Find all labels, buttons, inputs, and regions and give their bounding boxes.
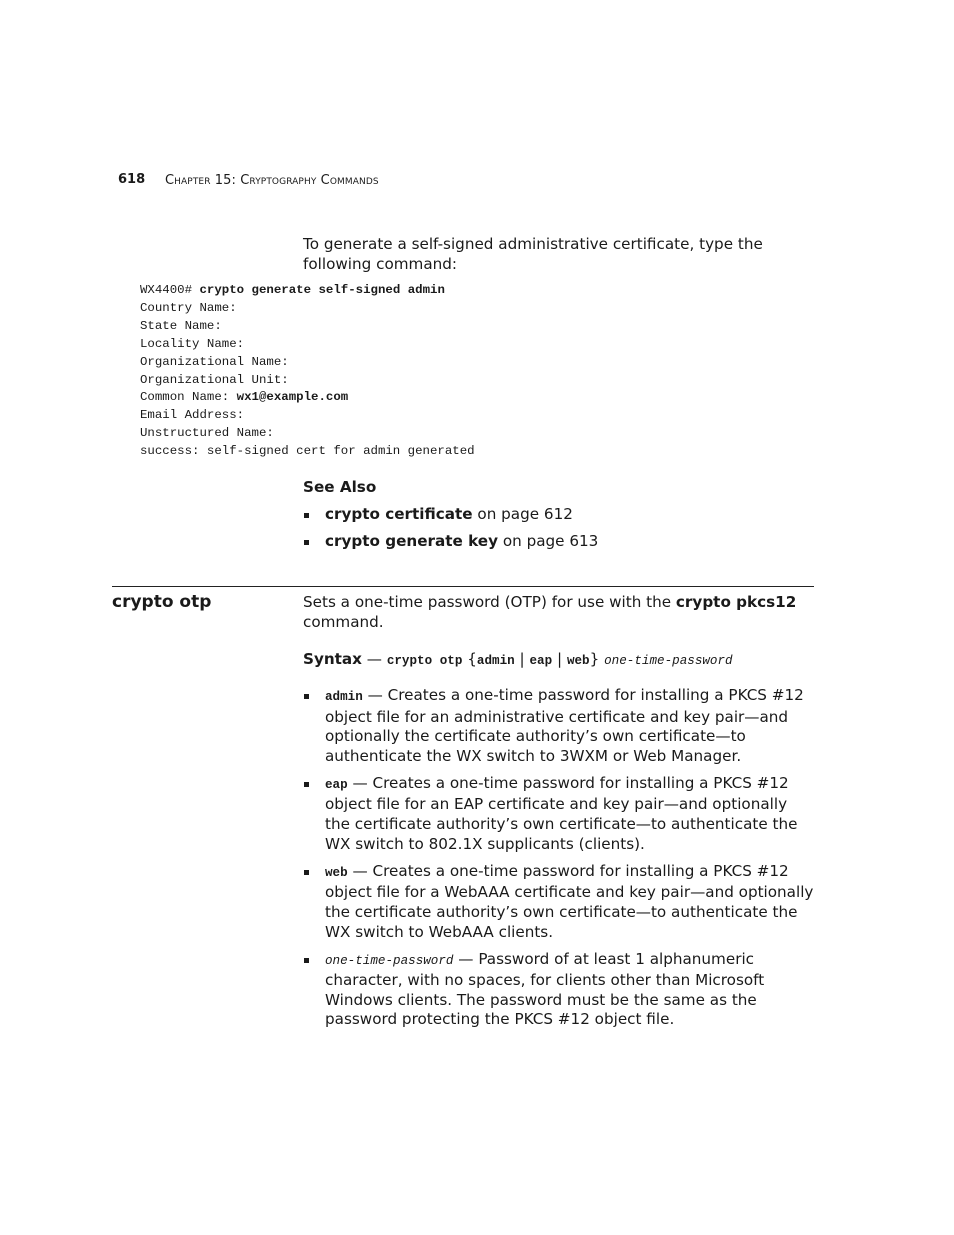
- see-also-list: [303, 505, 803, 559]
- parameter-list: [303, 686, 815, 1038]
- code-line: Email Address:: [140, 408, 245, 423]
- code-command: crypto generate self-signed admin: [199, 283, 445, 297]
- intro-paragraph: To generate a self-signed administrative certificate, type the following command:: [303, 235, 763, 273]
- description-text: command.: [303, 612, 384, 631]
- chapter-header: Chapter 15: Cryptography Commands: [165, 173, 379, 188]
- syntax-label: Syntax: [303, 650, 362, 668]
- section-title: crypto otp: [112, 592, 212, 612]
- parameter-name: one-time-password: [325, 953, 454, 968]
- parameter-item: [303, 774, 815, 854]
- parameter-name: admin: [325, 690, 363, 704]
- code-line: Common Name:: [140, 390, 237, 405]
- code-line: success: self-signed cert for admin generated: [140, 444, 475, 459]
- syntax-dash: —: [361, 650, 387, 668]
- code-line: Country Name:: [140, 300, 237, 315]
- code-line: Organizational Unit:: [140, 372, 289, 387]
- see-also-heading: See Also: [303, 478, 377, 496]
- code-common-name-value: wx1@example.com: [236, 390, 349, 405]
- syntax-brace-close: }: [589, 650, 605, 668]
- syntax-command: crypto otp: [386, 654, 463, 668]
- syntax-separator: |: [552, 650, 567, 668]
- parameter-description: — Creates a one-time password for installing a PKCS #12 object file for an administrative certificate and key pair—and optionally the certificate authority’s own certificate—to authenticate the WX switch to 3WXM or Web Manager.: [325, 686, 804, 765]
- description-text: Sets a one-time password (OTP) for use with the: [303, 593, 676, 611]
- see-also-page-ref: on page 612: [472, 505, 573, 523]
- code-line: Organizational Name:: [140, 354, 289, 369]
- syntax-option-eap: eap: [529, 654, 553, 668]
- see-also-page-ref: on page 613: [498, 532, 599, 551]
- syntax-line: [303, 650, 813, 672]
- parameter-name: eap: [325, 777, 348, 792]
- syntax-option-admin: admin: [476, 654, 515, 668]
- code-prompt: WX4400#: [140, 283, 200, 297]
- parameter-name: web: [325, 865, 348, 880]
- see-also-command[interactable]: crypto certificate: [325, 505, 473, 523]
- section-divider: [112, 586, 814, 587]
- parameter-item: [303, 686, 815, 766]
- page-number: 618: [118, 172, 146, 187]
- parameter-description: — Creates a one-time password for installing a PKCS #12 object file for an EAP certificate and key pair—and optionally the certificate authority’s own certificate—to authenticate the WX switch to 802.1X supplicants (clients).: [325, 773, 798, 853]
- syntax-separator: |: [514, 650, 530, 668]
- parameter-description: — Password of at least 1 alphanumeric character, with no spaces, for clients other than Microsoft Windows clients. The password must be the same as the password protecting the PKCS #12 object file.: [325, 949, 765, 1029]
- code-line: Unstructured Name:: [140, 426, 274, 441]
- syntax-option-web: web: [566, 654, 590, 668]
- see-also-command[interactable]: crypto generate key: [325, 532, 499, 551]
- code-example: [140, 282, 475, 461]
- parameter-item: [303, 950, 815, 1030]
- description-command: crypto pkcs12: [675, 593, 797, 611]
- see-also-item[interactable]: [303, 505, 803, 525]
- see-also-item[interactable]: [303, 532, 803, 552]
- parameter-item: [303, 862, 815, 942]
- syntax-brace-open: {: [462, 650, 477, 668]
- parameter-description: — Creates a one-time password for installing a PKCS #12 object file for a WebAAA certificate and key pair—and optionally the certificate authority’s own certificate—to authenticate the WX switch to WebAAA clients.: [325, 861, 814, 941]
- code-line: Locality Name:: [140, 336, 245, 351]
- syntax-argument: one-time-password: [604, 654, 733, 668]
- section-description: [303, 593, 813, 632]
- code-line: State Name:: [140, 318, 222, 333]
